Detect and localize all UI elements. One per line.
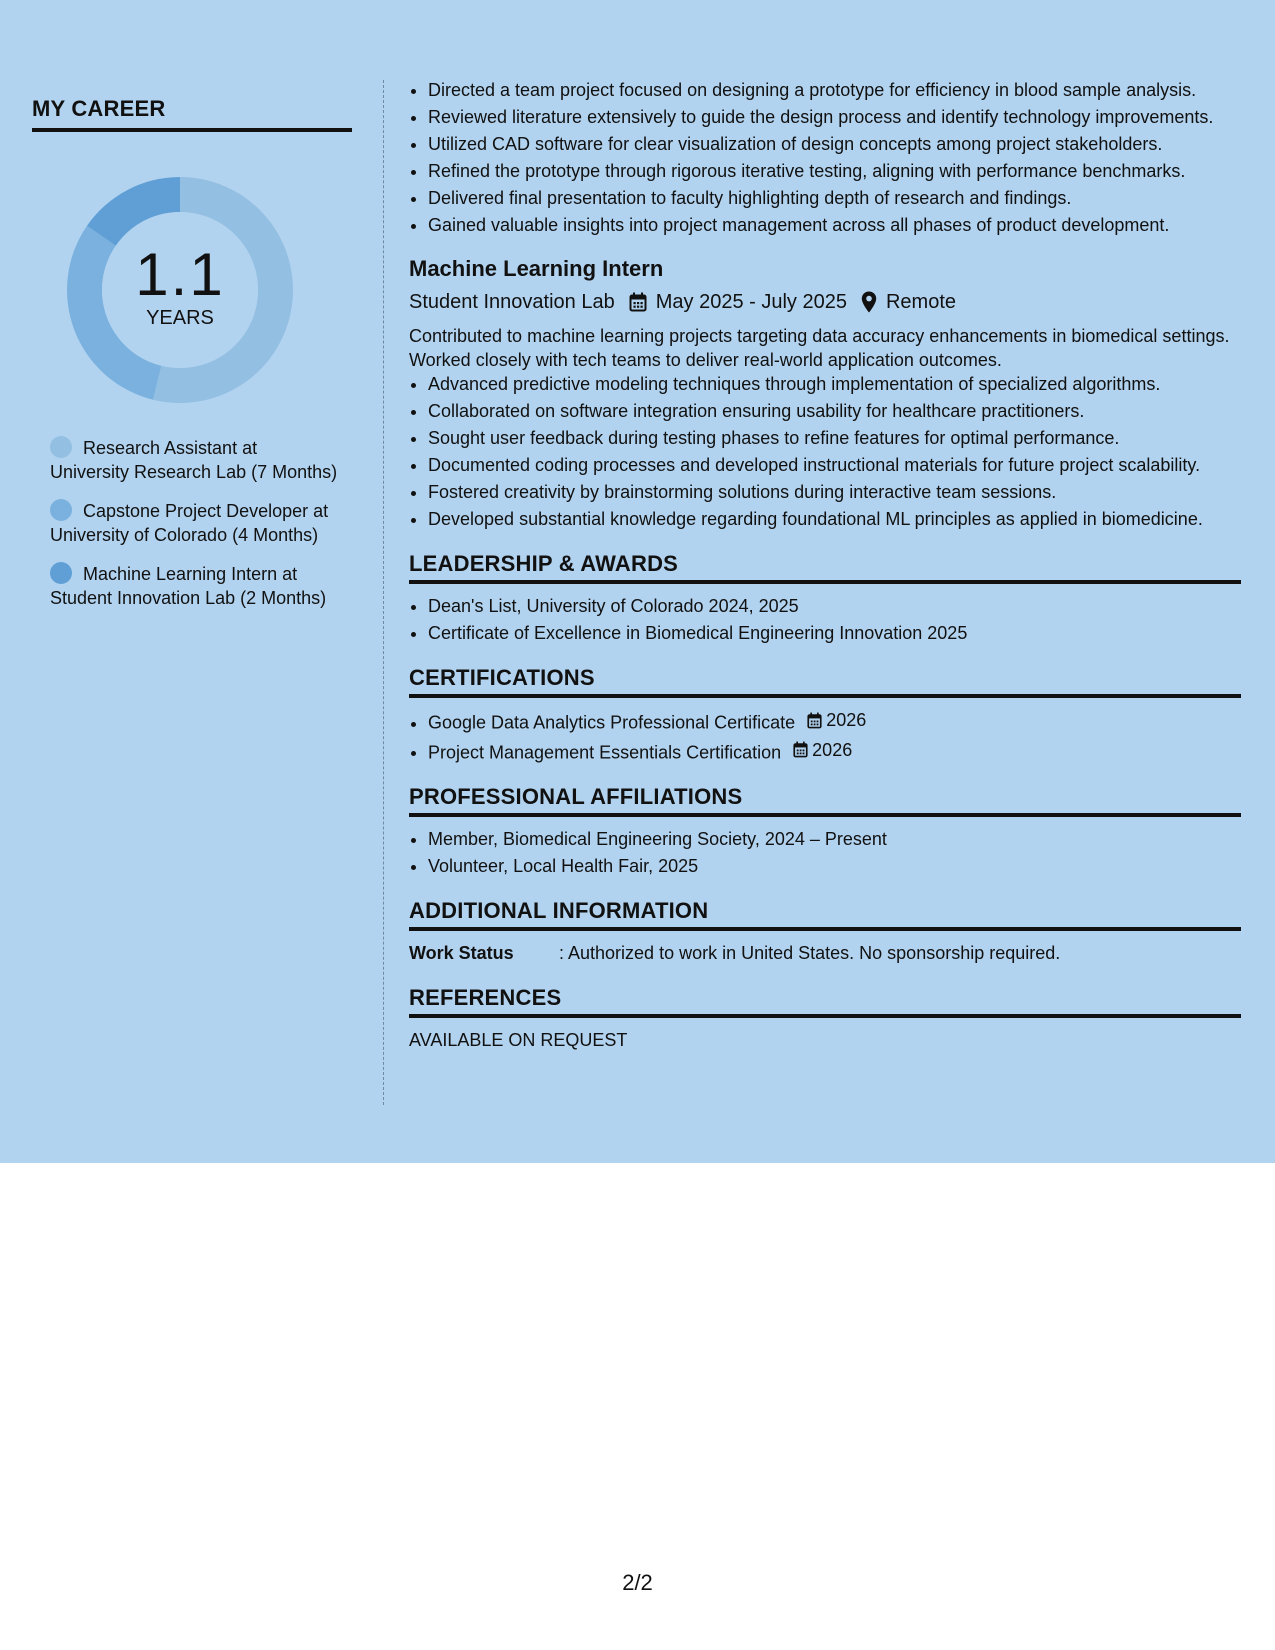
career-heading: MY CAREER bbox=[32, 96, 352, 132]
job-title: Machine Learning Intern bbox=[409, 256, 664, 281]
legend-dot-icon bbox=[50, 562, 72, 584]
list-item: • Volunteer, Local Health Fair, 2025 bbox=[428, 854, 1241, 878]
work-status-label: Work Status bbox=[409, 943, 514, 963]
location-pin-icon bbox=[861, 291, 877, 313]
cert-date bbox=[793, 738, 852, 762]
legend-dot-icon bbox=[50, 499, 72, 521]
job-description: Contributed to machine learning projects targeting data accuracy enhancements in biomedical settings. Worked closely with tech teams to deliver real-world application outcomes. bbox=[409, 326, 1230, 370]
career-legend bbox=[50, 436, 340, 625]
list-item: • Reviewed literature extensively to guide the design process and identify technology improvements. bbox=[428, 105, 1241, 129]
list-item: • Dean's List, University of Colorado 2024, 2025 bbox=[428, 594, 1241, 618]
list-item: • Documented coding processes and developed instructional materials for future project scalability. bbox=[428, 453, 1241, 477]
legend-item bbox=[50, 562, 340, 610]
work-status-row bbox=[409, 941, 1241, 965]
cert-name: Google Data Analytics Professional Certificate bbox=[428, 712, 796, 733]
list-item: • Developed substantial knowledge regarding foundational ML principles as applied in biomedicine. bbox=[428, 507, 1241, 531]
job-meta bbox=[409, 288, 1241, 316]
cert-year: 2026 bbox=[826, 710, 867, 730]
legend-dot-icon bbox=[50, 436, 72, 458]
leadership-list bbox=[409, 594, 1241, 645]
donut-value: 1.1 bbox=[135, 240, 225, 308]
references-heading: REFERENCES bbox=[409, 985, 1241, 1018]
job-location: Remote bbox=[885, 291, 956, 313]
cert-year: 2026 bbox=[812, 739, 853, 760]
certifications-heading: CERTIFICATIONS bbox=[409, 665, 1241, 698]
list-item: • Delivered final presentation to faculty highlighting depth of research and findings. bbox=[428, 186, 1241, 210]
cert-name: Project Management Essentials Certification bbox=[428, 742, 782, 762]
job-dates: May 2025 - July 2025 bbox=[655, 291, 847, 313]
donut-unit: YEARS bbox=[146, 306, 214, 329]
job-bullets bbox=[409, 372, 1241, 531]
list-item: • Refined the prototype through rigorous iterative testing, aligning with performance benchmarks. bbox=[428, 159, 1241, 183]
list-item: • Gained valuable insights into project management across all phases of product development. bbox=[428, 213, 1241, 237]
legend-item bbox=[50, 436, 340, 484]
list-item: • Directed a team project focused on designing a prototype for efficiency in blood sample analysis. bbox=[428, 78, 1241, 102]
career-donut-chart bbox=[66, 176, 294, 404]
legend-label: Machine Learning Intern at Student Innovation Lab (2 Months) bbox=[50, 564, 327, 608]
page-number: 2/2 bbox=[622, 1570, 653, 1595]
list-item bbox=[428, 738, 1241, 765]
list-item: • Sought user feedback during testing phases to refine features for optimal performance. bbox=[428, 426, 1241, 450]
list-item: • Advanced predictive modeling techniques through implementation of specialized algorithms. bbox=[428, 372, 1241, 396]
column-divider bbox=[383, 80, 384, 1105]
calendar-icon bbox=[807, 712, 822, 729]
list-item: • Collaborated on software integration ensuring usability for healthcare practitioners. bbox=[428, 399, 1241, 423]
list-item: • Member, Biomedical Engineering Society, 2024 – Present bbox=[428, 827, 1241, 851]
affiliations-list bbox=[409, 827, 1241, 878]
legend-label: Research Assistant at University Research Lab (7 Months) bbox=[50, 438, 338, 482]
list-item: • Utilized CAD software for clear visualization of design concepts among project stakeholders. bbox=[428, 132, 1241, 156]
list-item: • Fostered creativity by brainstorming solutions during interactive team sessions. bbox=[428, 480, 1241, 504]
list-item: • Certificate of Excellence in Biomedical Engineering Innovation 2025 bbox=[428, 621, 1241, 645]
work-status-value: : Authorized to work in United States. No sponsorship required. bbox=[559, 943, 1061, 963]
calendar-icon bbox=[629, 292, 647, 312]
calendar-icon bbox=[793, 741, 808, 758]
job-company: Student Innovation Lab bbox=[409, 291, 615, 313]
prev-job-bullets bbox=[409, 78, 1241, 237]
additional-info-heading: ADDITIONAL INFORMATION bbox=[409, 898, 1241, 931]
list-item bbox=[428, 708, 1241, 735]
cert-date bbox=[807, 708, 866, 732]
affiliations-heading: PROFESSIONAL AFFILIATIONS bbox=[409, 784, 1241, 817]
references-text: AVAILABLE ON REQUEST bbox=[409, 1030, 628, 1050]
leadership-heading: LEADERSHIP & AWARDS bbox=[409, 551, 1241, 584]
donut-center bbox=[66, 176, 294, 404]
legend-label: Capstone Project Developer at University of Colorado (4 Months) bbox=[50, 501, 329, 545]
certifications-list bbox=[409, 708, 1241, 764]
main-column bbox=[409, 78, 1241, 1052]
legend-item bbox=[50, 499, 340, 547]
